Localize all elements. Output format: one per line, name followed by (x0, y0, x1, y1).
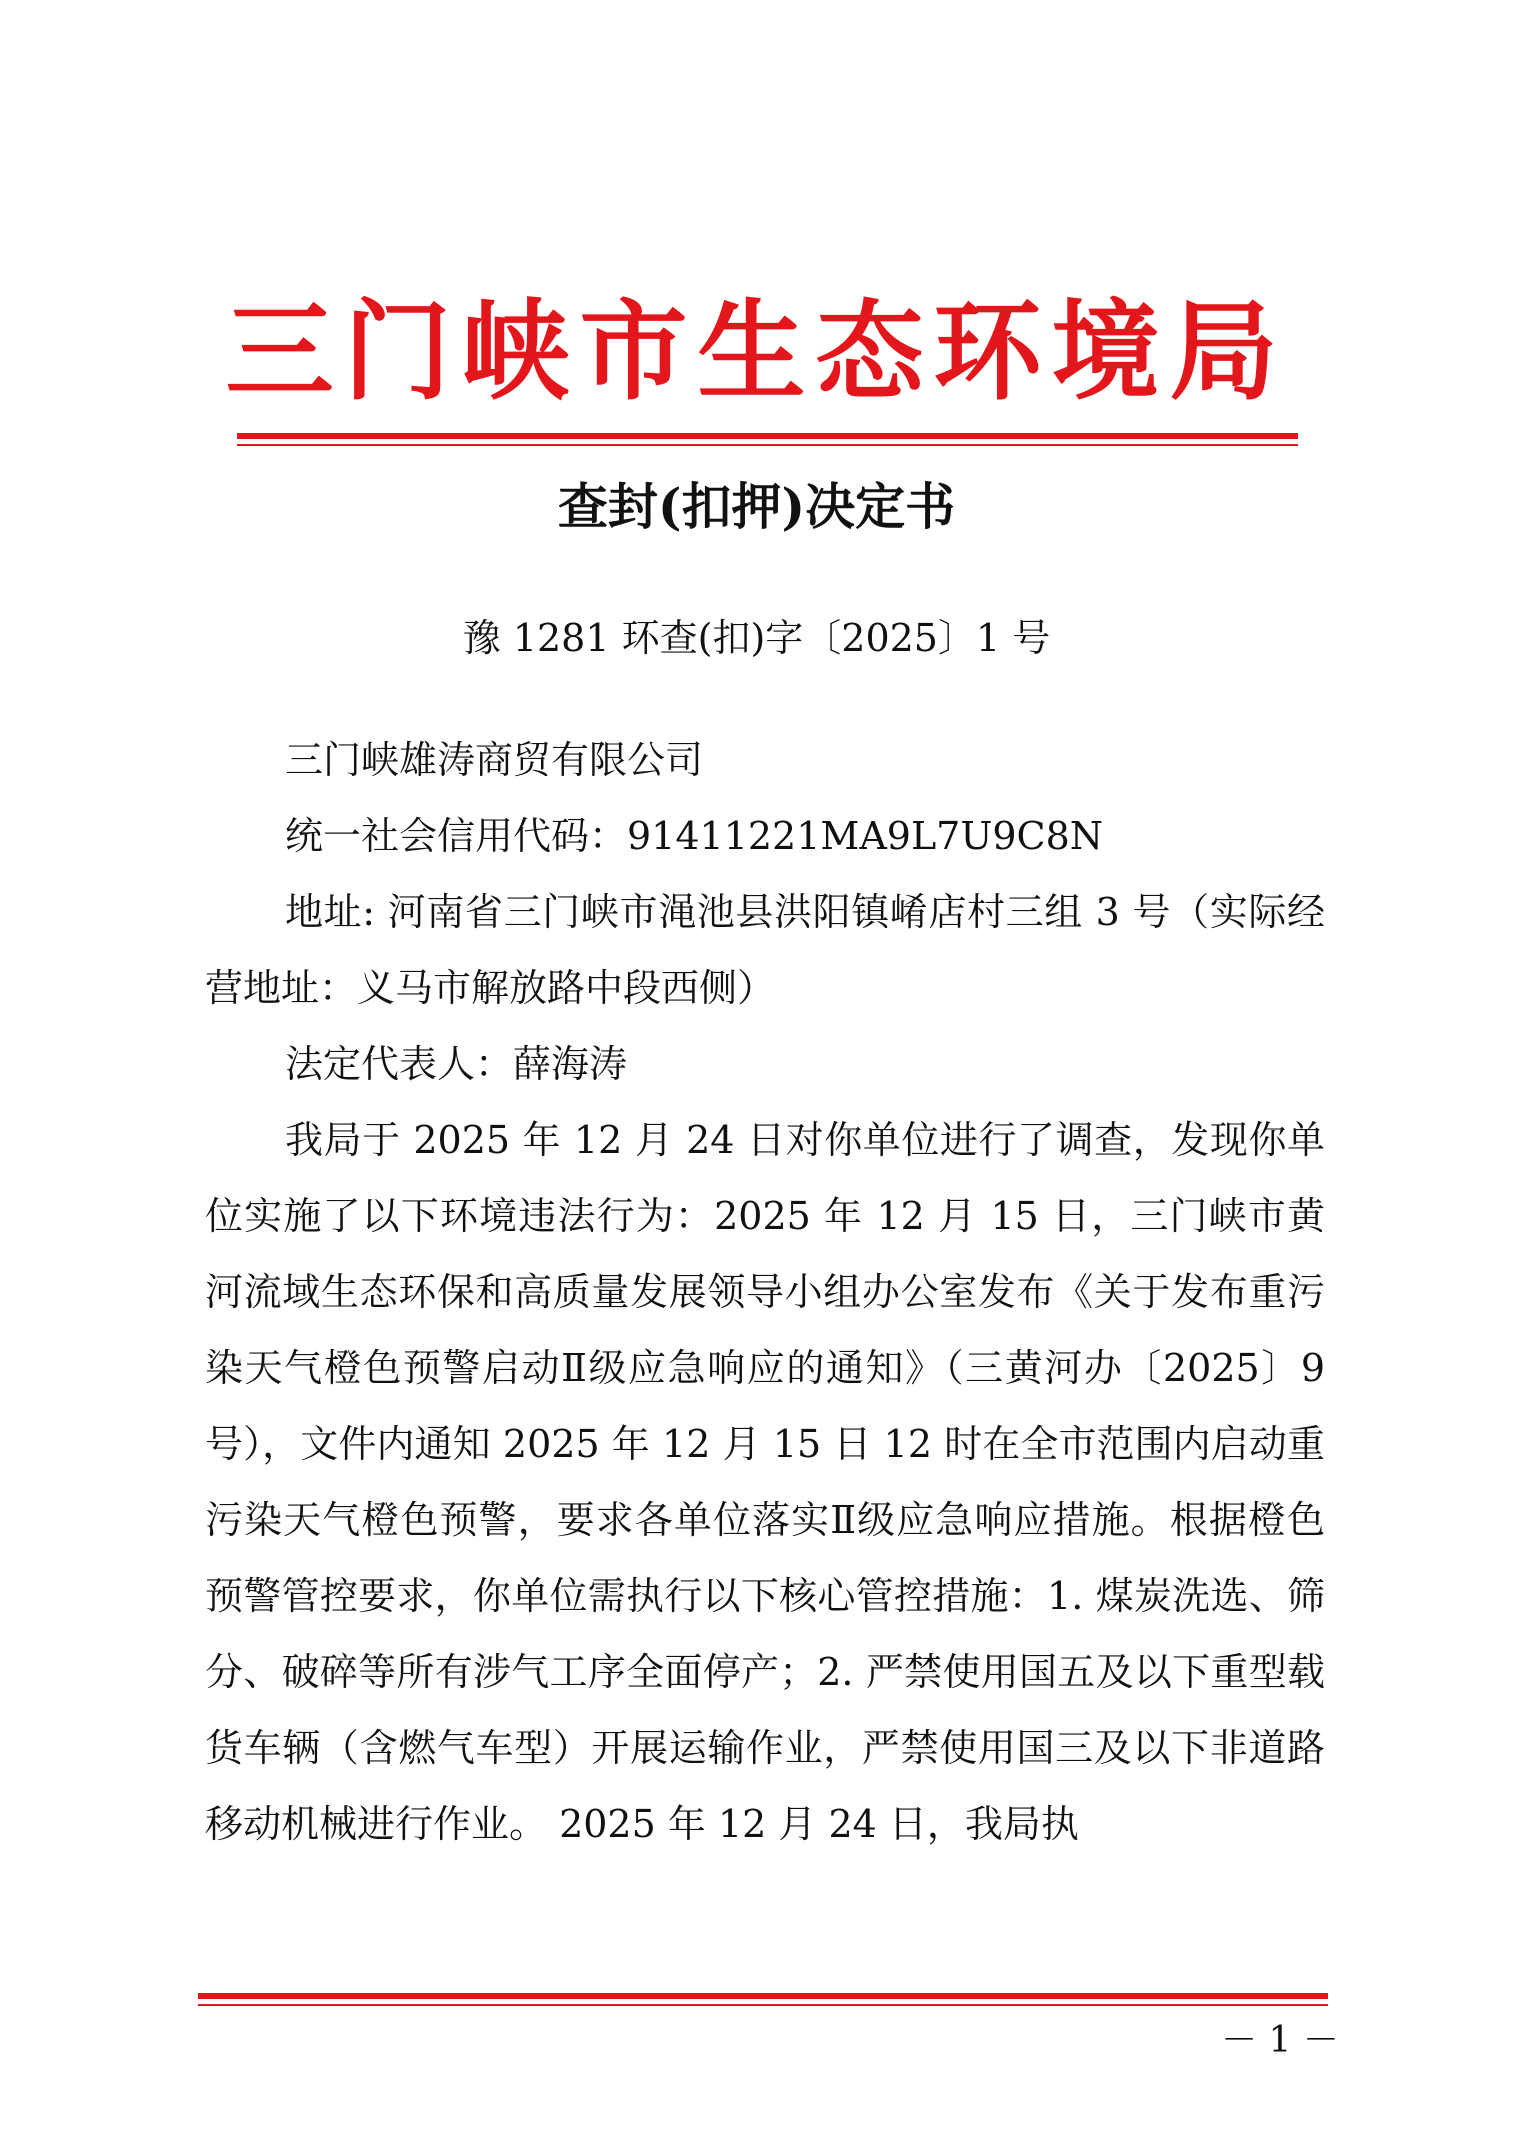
document-title: 查封(扣押)决定书 (557, 477, 956, 536)
footer-red-rule-thin (198, 2004, 1328, 2006)
recipient-credit-code: 统一社会信用代码：91411221MA9L7U9C8N (285, 814, 1104, 858)
document-body (205, 722, 1325, 1862)
page-number: － 1 － (1221, 2020, 1339, 2061)
organization-header: 三门峡市生态环境局 (225, 289, 1288, 415)
document-number: 豫 1281 环查(扣)字〔2025〕1 号 (462, 616, 1051, 660)
header-red-rule-thin (237, 444, 1298, 446)
body-paragraph: 我局于 2025 年 12 月 24 日对你单位进行了调查，发现你单位实施了以下环境违法行为：2025 年 12 月 15 日，三门峡市黄河流域生态环保和高质量发展领导小组办公室发布《关于发布重污染天气橙色预警启动Ⅱ级应急响应的通知》（三黄河办〔2025〕9 号），文件内通知 2025 年 12 月 15 日 12 时在全市范围内启动重污染天气橙色预警，要求各单位落实Ⅱ级应急响应措施。根据橙色预警管控要求，你单位需执行以下核心管控措施：1. 煤炭洗选、筛分、破碎等所有涉气工序全面停产；2. 严禁使用国五及以下重型载货车辆（含燃气车型）开展运输作业，严禁使用国三及以下非道路移动机械进行作业。 2025 年 12 月 24 日，我局执 (205, 1118, 1325, 1846)
footer-red-rule-thick (198, 1993, 1328, 1999)
header-red-rule-thick (237, 433, 1298, 439)
recipient-address: 地址: 河南省三门峡市渑池县洪阳镇崤店村三组 3 号（实际经营地址：义马市解放路中段西侧） (205, 890, 1325, 1010)
recipient-legal-representative: 法定代表人：薛海涛 (285, 1042, 628, 1086)
recipient-company: 三门峡雄涛商贸有限公司 (285, 738, 704, 782)
